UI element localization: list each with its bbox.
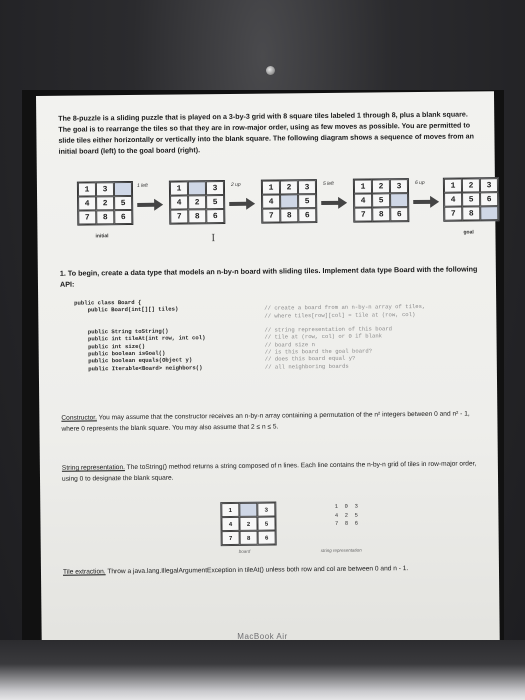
board-tile: 7 [170, 209, 188, 223]
board-tile: 8 [280, 208, 298, 222]
tile-extraction-text: Throw a java.lang.IllegalArgumentException in tileAt() unless both row and col are between 0 and n - 1. [105, 565, 409, 576]
board-tile: 1 [221, 503, 239, 517]
move-sequence-diagram [77, 177, 498, 245]
board-tile-blank [188, 181, 206, 195]
board-tile: 5 [298, 194, 316, 208]
board-caption-goal: goal [463, 229, 474, 236]
board-tile: 4 [262, 194, 280, 208]
move-label: 5 left [322, 180, 334, 187]
right-arrow-icon [321, 197, 347, 209]
board-tile: 6 [390, 207, 408, 221]
move-label: 2 up [230, 181, 241, 188]
board-tile: 8 [462, 206, 480, 220]
tile-extraction-paragraph [63, 563, 483, 578]
board-tile: 6 [114, 210, 132, 224]
puzzle-board-step-1 [169, 180, 225, 225]
board-tile: 8 [96, 210, 114, 224]
board-tile-blank [480, 206, 498, 220]
api-code: public int tileAt(int row, int col) [74, 334, 206, 344]
board-tile: 2 [188, 195, 206, 209]
board-tile: 6 [480, 192, 498, 206]
board-tile: 4 [354, 193, 372, 207]
board-tile: 5 [257, 517, 275, 531]
board-tile-blank [239, 503, 257, 517]
api-code: public boolean isGoal() [74, 349, 166, 358]
board-tile: 7 [78, 210, 96, 224]
board-tile: 1 [78, 182, 96, 196]
board-tile: 7 [262, 208, 280, 222]
api-code: public String toString() [74, 327, 169, 336]
string-representation-label: String representation. [61, 464, 125, 472]
board-tile-blank [390, 193, 408, 207]
board-tile: 5 [206, 195, 224, 209]
right-arrow-icon [137, 199, 163, 211]
example-string-representation: 1 0 3 4 2 5 7 8 6 [334, 502, 359, 527]
camera-icon [266, 66, 275, 75]
board-tile: 8 [240, 531, 258, 545]
document-page [36, 91, 500, 642]
right-arrow-icon [229, 198, 255, 210]
board-tile: 2 [96, 196, 114, 210]
board-tile: 6 [206, 209, 224, 223]
board-tile: 6 [258, 531, 276, 545]
board-tile: 3 [298, 180, 316, 194]
tile-extraction-label: Tile extraction. [62, 568, 106, 576]
question-1-heading: 1. To begin, create a data type that models an n-by-n board with sliding tiles. Implement data type Board with the following API: [59, 264, 478, 289]
board-tile: 5 [114, 196, 132, 210]
api-code: public boolean equals(Object y) [74, 356, 193, 365]
board-tile: 4 [170, 195, 188, 209]
board-tile: 4 [221, 517, 239, 531]
puzzle-board-goal [443, 177, 499, 222]
board-tile: 8 [372, 207, 390, 221]
board-tile-blank [280, 194, 298, 208]
laptop-bottom-edge [0, 640, 525, 700]
move-label: 1 left [136, 182, 148, 189]
api-comment: // tile at (row, col) or 0 if blank [264, 332, 383, 342]
api-comment: // where tiles[row][col] = tile at (row, col) [264, 310, 416, 320]
board-tile: 2 [280, 180, 298, 194]
board-tile: 7 [444, 207, 462, 221]
example-string-caption: string representation [320, 547, 362, 554]
board-tile: 2 [462, 178, 480, 192]
laptop-screen [22, 90, 504, 642]
puzzle-board-step-2 [261, 179, 317, 224]
string-representation-text: The toString() method returns a string composed of n lines. Each line contains the n-by-n grid of tiles in row-major order, using 0 to designate the blank square. [61, 460, 477, 483]
example-board [220, 502, 276, 547]
board-tile: 5 [462, 192, 480, 206]
move-label: 6 up [414, 179, 425, 187]
api-comment: // is this board the goal board? [264, 347, 373, 356]
api-code: public int size() [74, 342, 146, 351]
board-tile: 1 [262, 180, 280, 194]
board-tile: 2 [239, 517, 257, 531]
board-tile: 7 [222, 531, 240, 545]
board-tile: 3 [206, 181, 224, 195]
board-tile: 1 [354, 179, 372, 193]
api-code: public Iterable<Board> neighbors() [74, 363, 203, 373]
constructor-label: Constructor. [61, 414, 97, 422]
intro-paragraph: The 8-puzzle is a sliding puzzle that is played on a 3-by-3 grid with 8 square tiles labeled 1 through 8, plus a blank square. The goal is to rearrange the tiles so that they are in row-major order, using as few moves as possible. You are permitted to slide tiles either horizontally or vertically into the blank square. The following diagram shows a sequence of moves from an initial board (left) to the goal board (right). [58, 110, 474, 156]
board-tile: 1 [170, 181, 188, 195]
board-tile: 6 [298, 208, 316, 222]
board-tile: 8 [188, 209, 206, 223]
board-tile: 3 [390, 179, 408, 193]
board-tile: 2 [372, 179, 390, 193]
api-code: public Board(int[][] tiles) [74, 305, 179, 314]
right-arrow-icon [413, 196, 439, 208]
api-comment: // all neighboring boards [264, 362, 349, 371]
api-comment: // string representation of this board [264, 325, 393, 334]
api-comment: // create a board from an n-by-n array of tiles, [264, 303, 426, 312]
board-tile: 3 [96, 182, 114, 196]
puzzle-board-step-3 [353, 178, 409, 223]
board-tile: 4 [78, 196, 96, 210]
example-board-caption: board [238, 548, 251, 554]
board-tile: 3 [480, 178, 498, 192]
board-tile-blank [114, 182, 132, 196]
board-tile: 4 [444, 193, 462, 207]
board-caption-initial: initial [95, 233, 109, 240]
board-tile: 1 [444, 179, 462, 193]
api-code: public class Board { [74, 298, 142, 307]
constructor-text: You may assume that the constructor receives an n-by-n array containing a permutation of the n² integers between 0 and n² - 1, where 0 represents the blank square. You may also assume that 2 ≤ n ≤ 5. [61, 410, 470, 433]
api-comment: // does this board equal y? [264, 355, 356, 363]
string-representation-paragraph [62, 459, 482, 484]
api-code-block [74, 295, 475, 372]
board-tile: 5 [372, 193, 390, 207]
constructor-paragraph [61, 409, 481, 434]
board-tile: 7 [354, 207, 372, 221]
text-cursor-icon: I [211, 232, 216, 245]
api-comment: // board size n [264, 340, 316, 349]
puzzle-board-initial [77, 181, 133, 226]
laptop-brand-label: MacBook Air [237, 632, 288, 641]
board-tile: 3 [257, 503, 275, 517]
